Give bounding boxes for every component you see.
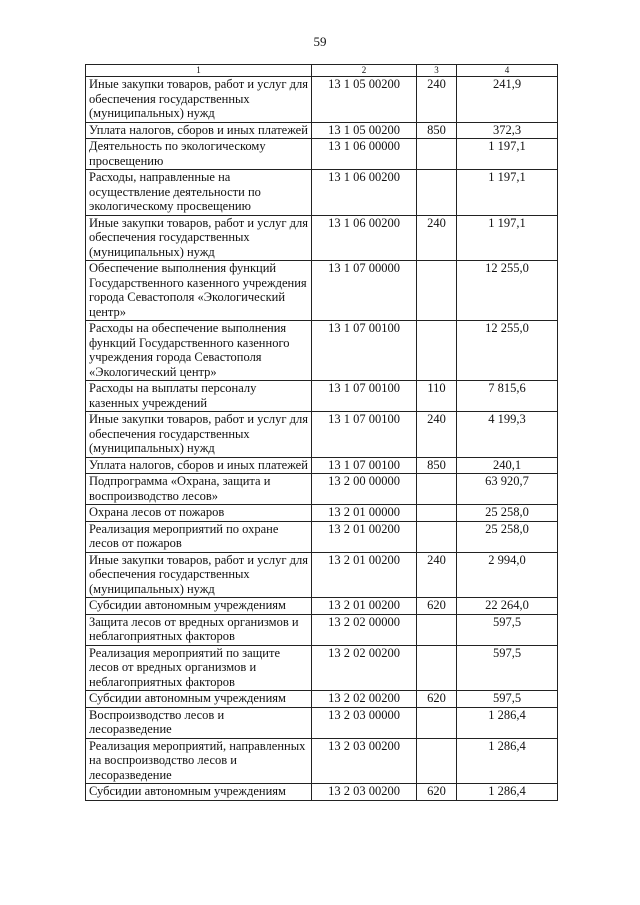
- row-type-cell: [417, 645, 457, 691]
- table-row: [86, 122, 558, 139]
- row-name-cell: Расходы на обеспечение выполнения функций Государственного казенного учреждения города Севастополя «Экологический центр»: [86, 321, 312, 381]
- row-type-cell: 850: [417, 122, 457, 139]
- table-row: [86, 474, 558, 505]
- row-code-cell: 13 1 06 00200: [312, 170, 417, 216]
- table-row: [86, 738, 558, 784]
- row-code-cell: 13 2 02 00200: [312, 691, 417, 708]
- row-name-cell: Деятельность по экологическому просвещению: [86, 139, 312, 170]
- column-header-type: 3: [417, 65, 457, 77]
- table-row: [86, 170, 558, 216]
- row-name-cell: Воспроизводство лесов и лесоразведение: [86, 707, 312, 738]
- row-type-cell: 110: [417, 381, 457, 412]
- table-row: [86, 457, 558, 474]
- row-amount-cell: 597,5: [457, 691, 558, 708]
- row-type-cell: [417, 505, 457, 522]
- row-type-cell: 240: [417, 77, 457, 123]
- row-name-cell: Подпрограмма «Охрана, защита и воспроизводство лесов»: [86, 474, 312, 505]
- row-amount-cell: 63 920,7: [457, 474, 558, 505]
- row-code-cell: 13 1 07 00000: [312, 261, 417, 321]
- table-row: [86, 707, 558, 738]
- table-row: [86, 598, 558, 615]
- row-amount-cell: 1 286,4: [457, 738, 558, 784]
- table-row: [86, 215, 558, 261]
- row-code-cell: 13 2 02 00000: [312, 614, 417, 645]
- row-name-cell: Расходы на выплаты персоналу казенных учреждений: [86, 381, 312, 412]
- row-amount-cell: 12 255,0: [457, 261, 558, 321]
- row-name-cell: Субсидии автономным учреждениям: [86, 691, 312, 708]
- row-type-cell: [417, 139, 457, 170]
- row-type-cell: 850: [417, 457, 457, 474]
- row-code-cell: 13 2 03 00000: [312, 707, 417, 738]
- row-code-cell: 13 1 05 00200: [312, 122, 417, 139]
- row-name-cell: Субсидии автономным учреждениям: [86, 784, 312, 801]
- row-amount-cell: 22 264,0: [457, 598, 558, 615]
- row-name-cell: Иные закупки товаров, работ и услуг для обеспечения государственных (муниципальных) нужд: [86, 412, 312, 458]
- row-type-cell: 620: [417, 691, 457, 708]
- table-row: [86, 521, 558, 552]
- table-row: [86, 139, 558, 170]
- table-row: [86, 412, 558, 458]
- row-type-cell: [417, 170, 457, 216]
- row-name-cell: Реализация мероприятий по охране лесов от пожаров: [86, 521, 312, 552]
- row-type-cell: 620: [417, 598, 457, 615]
- table-row: [86, 691, 558, 708]
- row-type-cell: [417, 707, 457, 738]
- table-row: [86, 77, 558, 123]
- row-amount-cell: 1 286,4: [457, 784, 558, 801]
- row-type-cell: [417, 321, 457, 381]
- table-row: [86, 784, 558, 801]
- row-code-cell: 13 1 07 00100: [312, 457, 417, 474]
- row-name-cell: Иные закупки товаров, работ и услуг для обеспечения государственных (муниципальных) нужд: [86, 215, 312, 261]
- row-code-cell: 13 2 01 00000: [312, 505, 417, 522]
- row-amount-cell: 597,5: [457, 645, 558, 691]
- row-name-cell: Иные закупки товаров, работ и услуг для обеспечения государственных (муниципальных) нужд: [86, 552, 312, 598]
- row-code-cell: 13 2 03 00200: [312, 738, 417, 784]
- table-row: [86, 381, 558, 412]
- row-amount-cell: 2 994,0: [457, 552, 558, 598]
- row-type-cell: [417, 474, 457, 505]
- row-code-cell: 13 1 05 00200: [312, 77, 417, 123]
- row-amount-cell: 1 197,1: [457, 139, 558, 170]
- row-amount-cell: 597,5: [457, 614, 558, 645]
- row-code-cell: 13 1 06 00200: [312, 215, 417, 261]
- row-type-cell: 240: [417, 552, 457, 598]
- table-row: [86, 552, 558, 598]
- row-code-cell: 13 2 01 00200: [312, 598, 417, 615]
- row-amount-cell: 12 255,0: [457, 321, 558, 381]
- row-code-cell: 13 2 01 00200: [312, 521, 417, 552]
- column-header-amount: 4: [457, 65, 558, 77]
- row-name-cell: Уплата налогов, сборов и иных платежей: [86, 122, 312, 139]
- row-code-cell: 13 1 07 00100: [312, 321, 417, 381]
- row-code-cell: 13 1 06 00000: [312, 139, 417, 170]
- row-amount-cell: 1 286,4: [457, 707, 558, 738]
- row-code-cell: 13 1 07 00100: [312, 381, 417, 412]
- row-code-cell: 13 2 03 00200: [312, 784, 417, 801]
- row-name-cell: Субсидии автономным учреждениям: [86, 598, 312, 615]
- row-type-cell: [417, 521, 457, 552]
- row-code-cell: 13 2 01 00200: [312, 552, 417, 598]
- row-amount-cell: 241,9: [457, 77, 558, 123]
- table-row: [86, 645, 558, 691]
- row-code-cell: 13 2 02 00200: [312, 645, 417, 691]
- table-row: [86, 614, 558, 645]
- row-type-cell: 240: [417, 412, 457, 458]
- row-amount-cell: 1 197,1: [457, 170, 558, 216]
- row-name-cell: Защита лесов от вредных организмов и неблагоприятных факторов: [86, 614, 312, 645]
- row-amount-cell: 1 197,1: [457, 215, 558, 261]
- row-type-cell: 620: [417, 784, 457, 801]
- row-type-cell: [417, 614, 457, 645]
- row-amount-cell: 372,3: [457, 122, 558, 139]
- row-name-cell: Реализация мероприятий, направленных на воспроизводство лесов и лесоразведение: [86, 738, 312, 784]
- row-type-cell: [417, 261, 457, 321]
- row-amount-cell: 7 815,6: [457, 381, 558, 412]
- row-amount-cell: 25 258,0: [457, 521, 558, 552]
- table-row: [86, 505, 558, 522]
- budget-table: [85, 64, 558, 801]
- row-code-cell: 13 1 07 00100: [312, 412, 417, 458]
- row-code-cell: 13 2 00 00000: [312, 474, 417, 505]
- row-amount-cell: 240,1: [457, 457, 558, 474]
- row-name-cell: Иные закупки товаров, работ и услуг для обеспечения государственных (муниципальных) нужд: [86, 77, 312, 123]
- row-name-cell: Охрана лесов от пожаров: [86, 505, 312, 522]
- table-header-row: [86, 65, 558, 77]
- row-type-cell: 240: [417, 215, 457, 261]
- row-name-cell: Уплата налогов, сборов и иных платежей: [86, 457, 312, 474]
- row-amount-cell: 25 258,0: [457, 505, 558, 522]
- row-amount-cell: 4 199,3: [457, 412, 558, 458]
- table-row: [86, 321, 558, 381]
- row-type-cell: [417, 738, 457, 784]
- column-header-code: 2: [312, 65, 417, 77]
- row-name-cell: Реализация мероприятий по защите лесов от вредных организмов и неблагоприятных факторов: [86, 645, 312, 691]
- row-name-cell: Обеспечение выполнения функций Государственного казенного учреждения города Севастополя «Экологический центр»: [86, 261, 312, 321]
- row-name-cell: Расходы, направленные на осуществление деятельности по экологическому просвещению: [86, 170, 312, 216]
- table-row: [86, 261, 558, 321]
- column-header-name: 1: [86, 65, 312, 77]
- page-number: 59: [313, 34, 327, 49]
